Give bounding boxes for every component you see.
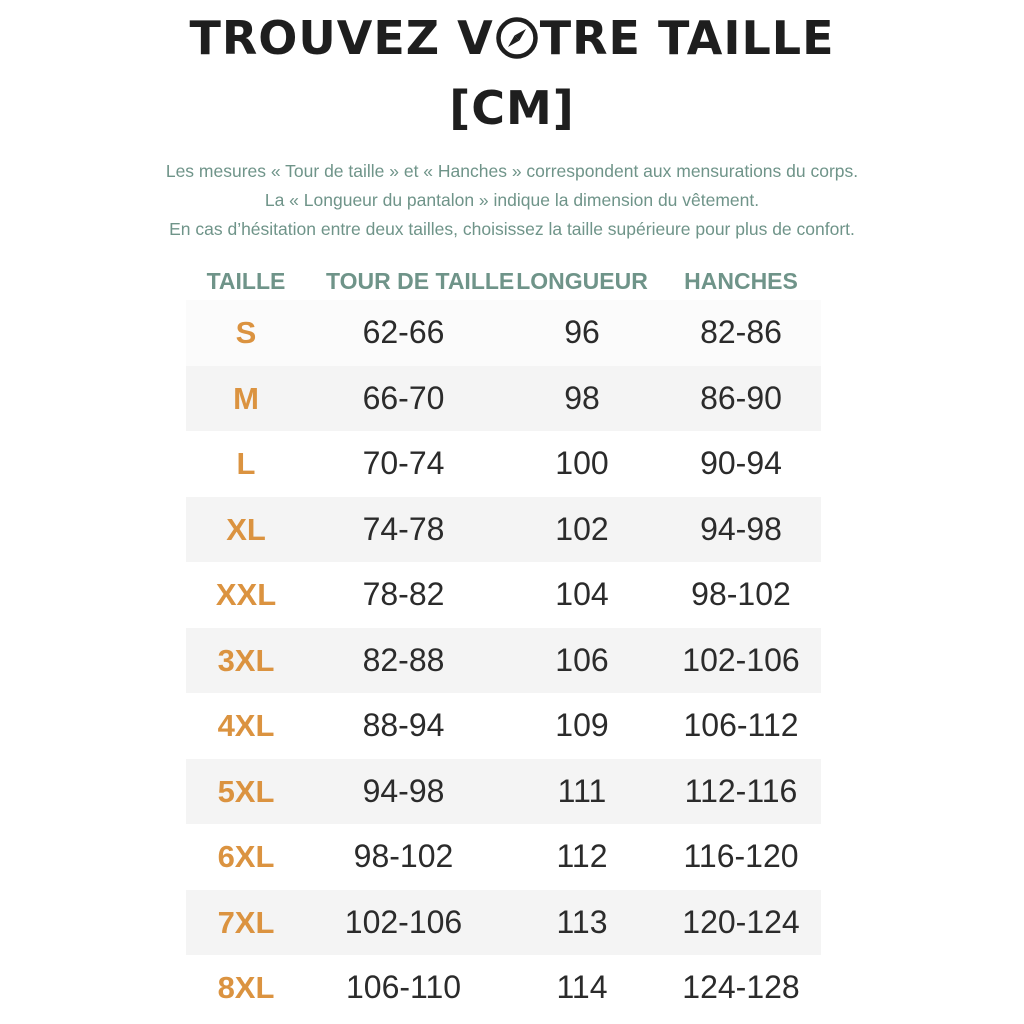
length-cell: 100: [555, 445, 609, 481]
length-cell: 112: [556, 838, 608, 874]
size-cell: S: [235, 315, 257, 350]
waist-cell: 82-88: [362, 641, 445, 678]
intro-line-3: En cas d’hésitation entre deux tailles, choisissez la taille supérieure pour plus de confort.: [169, 219, 855, 239]
hips-cell: 120-124: [682, 903, 800, 940]
table-row: [186, 955, 821, 1021]
header-size: TAILLE: [206, 268, 286, 294]
hips-cell: 106-112: [683, 707, 799, 743]
table-row: [186, 759, 821, 825]
length-cell: 98: [564, 379, 600, 416]
size-cell: 6XL: [217, 839, 275, 874]
length-cell: 113: [556, 903, 608, 940]
length-cell: 106: [555, 641, 609, 678]
size-cell: XXL: [215, 577, 277, 612]
hips-cell: 112-116: [684, 772, 798, 809]
hips-cell: 86-90: [700, 379, 782, 416]
compass-icon: [495, 16, 539, 60]
size-cell: XL: [226, 511, 266, 547]
page-subtitle-unit: [CM]: [449, 81, 575, 135]
table-row: [186, 366, 821, 432]
size-cell: L: [236, 446, 256, 481]
table-row: [186, 890, 821, 956]
waist-cell: 102-106: [344, 903, 463, 940]
length-cell: 96: [564, 314, 600, 350]
hips-cell: 98-102: [691, 576, 791, 612]
waist-cell: 98-102: [353, 838, 454, 874]
size-cell: 7XL: [217, 904, 275, 940]
intro-line-2: La « Longueur du pantalon » indique la dimension du vêtement.: [264, 190, 760, 210]
waist-cell: 106-110: [345, 969, 462, 1005]
hips-cell: 124-128: [682, 969, 800, 1005]
table-header: [186, 262, 821, 300]
size-cell: 4XL: [217, 708, 275, 743]
table-row: [186, 693, 821, 759]
length-cell: 109: [555, 707, 609, 743]
header-hips: HANCHES: [684, 268, 798, 294]
waist-cell: 94-98: [362, 772, 445, 809]
table-row: [186, 628, 821, 694]
table-row: [186, 562, 821, 628]
hips-cell: 90-94: [700, 445, 782, 481]
table-row: [186, 497, 821, 563]
table-body: [186, 300, 821, 1021]
waist-cell: 70-74: [362, 445, 445, 481]
header-waist: TOUR DE TAILLE: [326, 268, 515, 294]
waist-cell: 78-82: [362, 576, 445, 612]
length-cell: 114: [556, 969, 608, 1005]
size-cell: 3XL: [217, 642, 275, 678]
page-title: [0, 10, 1024, 66]
hips-cell: 102-106: [682, 641, 800, 678]
length-cell: 102: [555, 510, 609, 547]
waist-cell: 66-70: [362, 379, 445, 416]
size-cell: 8XL: [217, 970, 275, 1005]
hips-cell: 94-98: [700, 510, 782, 547]
length-cell: 104: [555, 576, 609, 612]
header-length: LONGUEUR: [516, 268, 648, 294]
intro-text: [0, 157, 1024, 244]
table-row: [186, 431, 821, 497]
hips-cell: 116-120: [683, 838, 799, 874]
title-part-2: TRE TAILLE: [539, 11, 835, 65]
table-row: [186, 300, 821, 366]
title-part-1: TROUVEZ V: [189, 11, 494, 65]
waist-cell: 62-66: [362, 314, 445, 350]
table-row: [186, 824, 821, 890]
size-cell: 5XL: [217, 773, 275, 809]
length-cell: 111: [557, 772, 607, 809]
size-cell: M: [233, 380, 259, 416]
waist-cell: 88-94: [362, 707, 445, 743]
size-table: [186, 262, 821, 1021]
hips-cell: 82-86: [700, 314, 782, 350]
waist-cell: 74-78: [362, 510, 445, 547]
intro-line-1: Les mesures « Tour de taille » et « Hanches » correspondent aux mensurations du corps.: [165, 161, 859, 181]
